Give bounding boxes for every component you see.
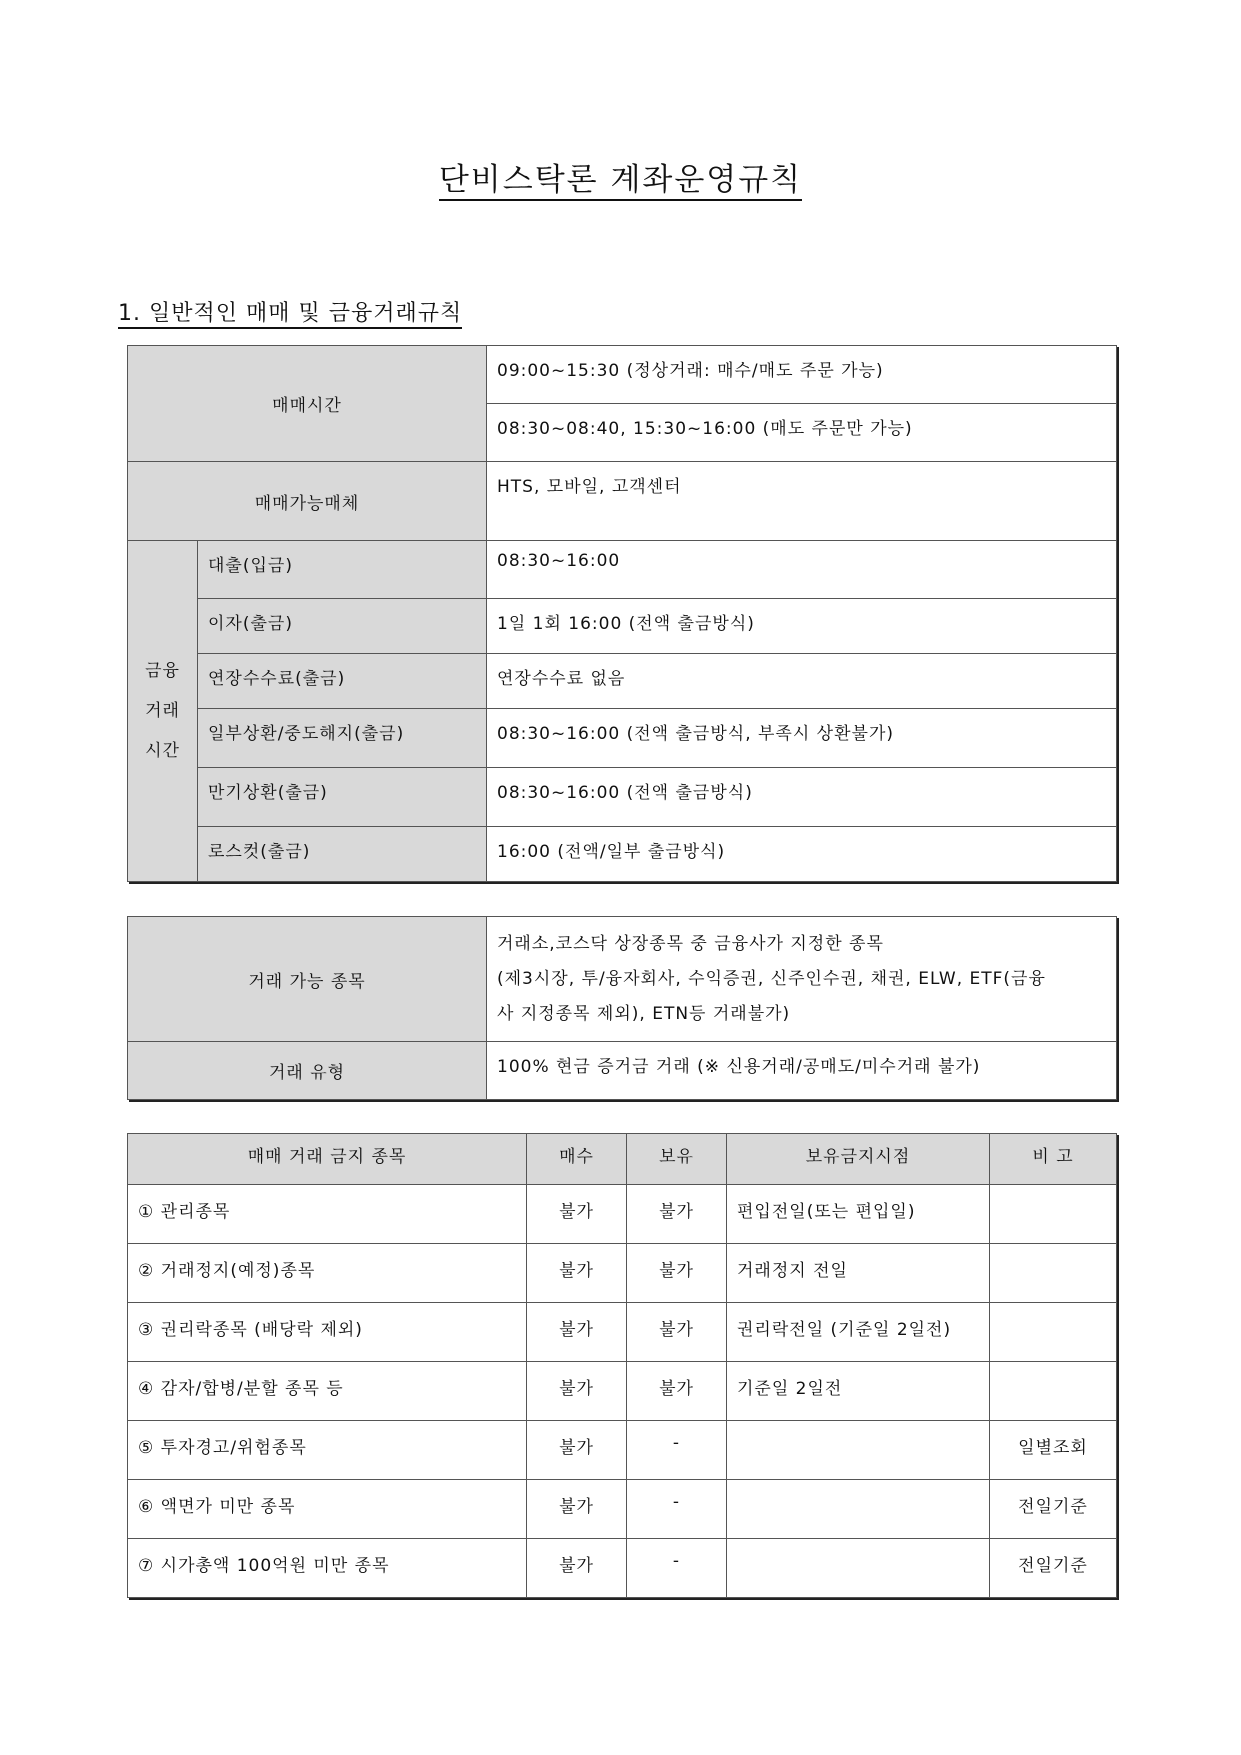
row-item: ① 관리종목 (128, 1185, 527, 1244)
header-item: 매매 거래 금지 종목 (128, 1134, 527, 1185)
row-note: 전일기준 (990, 1539, 1117, 1598)
finance-row-label: 이자(출금) (198, 599, 487, 654)
tradable-line: 거래소,코스닥 상장종목 중 금융사가 지정한 종목 (497, 933, 884, 954)
row-buy: 불가 (527, 1244, 627, 1303)
prohibited-items-table (127, 1133, 1117, 1598)
finance-row (128, 827, 1117, 882)
row-buy: 불가 (527, 1362, 627, 1421)
row-note: 일별조회 (990, 1421, 1117, 1480)
finance-row (128, 654, 1117, 709)
row-hold-point: 편입전일(또는 편입일) (727, 1185, 990, 1244)
tradable-items-table (127, 916, 1117, 1100)
row-note: 전일기준 (990, 1480, 1117, 1539)
row-item: ⑤ 투자경고/위험종목 (128, 1421, 527, 1480)
trading-rules-table (127, 345, 1117, 882)
header-buy: 매수 (527, 1134, 627, 1185)
row-note (990, 1244, 1117, 1303)
finance-row-value: 08:30~16:00 (전액 출금방식, 부족시 상환불가) (487, 709, 1117, 768)
table-row (128, 1362, 1117, 1421)
table-row (128, 1480, 1117, 1539)
row-item: ② 거래정지(예정)종목 (128, 1244, 527, 1303)
header-hold: 보유 (627, 1134, 727, 1185)
row-buy: 불가 (527, 1185, 627, 1244)
tradable-value (487, 917, 1117, 1042)
row-item: ③ 권리락종목 (배당락 제외) (128, 1303, 527, 1362)
row-item: ⑦ 시가총액 100억원 미만 종목 (128, 1539, 527, 1598)
row-buy: 불가 (527, 1539, 627, 1598)
finance-label-line: 금융 (145, 661, 180, 681)
row-hold: - (627, 1539, 727, 1598)
tradable-row (128, 917, 1117, 1042)
section-heading (118, 296, 462, 327)
finance-label-line: 시간 (145, 741, 180, 761)
row-hold: - (627, 1480, 727, 1539)
row-note (990, 1303, 1117, 1362)
row-hold-point (727, 1421, 990, 1480)
finance-row-label: 만기상환(출금) (198, 768, 487, 827)
row-item: ⑥ 액면가 미만 종목 (128, 1480, 527, 1539)
finance-row (128, 599, 1117, 654)
finance-row-value: 1일 1회 16:00 (전액 출금방식) (487, 599, 1117, 654)
finance-row-label: 대출(입금) (198, 541, 487, 599)
finance-row-value: 08:30~16:00 (전액 출금방식) (487, 768, 1117, 827)
finance-group-label (128, 541, 198, 882)
row-item: ④ 감자/합병/분할 종목 등 (128, 1362, 527, 1421)
channels-row (128, 462, 1117, 541)
finance-row-label: 로스컷(출금) (198, 827, 487, 882)
finance-row-value: 16:00 (전액/일부 출금방식) (487, 827, 1117, 882)
section-heading-text: 1. 일반적인 매매 및 금융거래규칙 (118, 301, 462, 329)
tradable-line: 사 지정종목 제외), ETN등 거래불가) (497, 1003, 791, 1024)
row-hold-point: 권리락전일 (기준일 2일전) (727, 1303, 990, 1362)
tradable-line: (제3시장, 투/융자회사, 수익증권, 신주인수권, 채권, ELW, ETF(금융 (497, 968, 1046, 989)
trading-hours-row-1 (128, 346, 1117, 404)
trading-hours-line-2: 08:30~08:40, 15:30~16:00 (매도 주문만 가능) (487, 404, 1117, 462)
finance-row (128, 709, 1117, 768)
row-note (990, 1185, 1117, 1244)
finance-row (128, 541, 1117, 599)
table-row (128, 1539, 1117, 1598)
header-note: 비 고 (990, 1134, 1117, 1185)
row-buy: 불가 (527, 1480, 627, 1539)
row-hold: - (627, 1421, 727, 1480)
finance-row (128, 768, 1117, 827)
row-buy: 불가 (527, 1303, 627, 1362)
tradable-label: 거래 가능 종목 (128, 917, 487, 1042)
row-hold: 불가 (627, 1303, 727, 1362)
trading-hours-label: 매매시간 (128, 346, 487, 462)
finance-row-value: 08:30~16:00 (487, 541, 1117, 599)
row-hold-point (727, 1539, 990, 1598)
document-title (0, 154, 1241, 199)
channels-label: 매매가능매체 (128, 462, 487, 541)
channels-value: HTS, 모바일, 고객센터 (487, 462, 1117, 541)
table-header-row (128, 1134, 1117, 1185)
finance-row-label: 연장수수료(출금) (198, 654, 487, 709)
trading-hours-line-1: 09:00~15:30 (정상거래: 매수/매도 주문 가능) (487, 346, 1117, 404)
finance-row-value: 연장수수료 없음 (487, 654, 1117, 709)
table-row (128, 1421, 1117, 1480)
row-hold-point (727, 1480, 990, 1539)
finance-label-line: 거래 (145, 701, 180, 721)
table-row (128, 1244, 1117, 1303)
document-title-text: 단비스탁론 계좌운영규칙 (439, 162, 802, 201)
trade-type-value: 100% 현금 증거금 거래 (※ 신용거래/공매도/미수거래 불가) (487, 1042, 1117, 1100)
finance-row-label: 일부상환/중도해지(출금) (198, 709, 487, 768)
row-note (990, 1362, 1117, 1421)
header-hold-point: 보유금지시점 (727, 1134, 990, 1185)
row-hold: 불가 (627, 1185, 727, 1244)
row-buy: 불가 (527, 1421, 627, 1480)
trade-type-label: 거래 유형 (128, 1042, 487, 1100)
trade-type-row (128, 1042, 1117, 1100)
row-hold-point: 기준일 2일전 (727, 1362, 990, 1421)
row-hold: 불가 (627, 1244, 727, 1303)
table-row (128, 1303, 1117, 1362)
table-row (128, 1185, 1117, 1244)
row-hold-point: 거래정지 전일 (727, 1244, 990, 1303)
row-hold: 불가 (627, 1362, 727, 1421)
